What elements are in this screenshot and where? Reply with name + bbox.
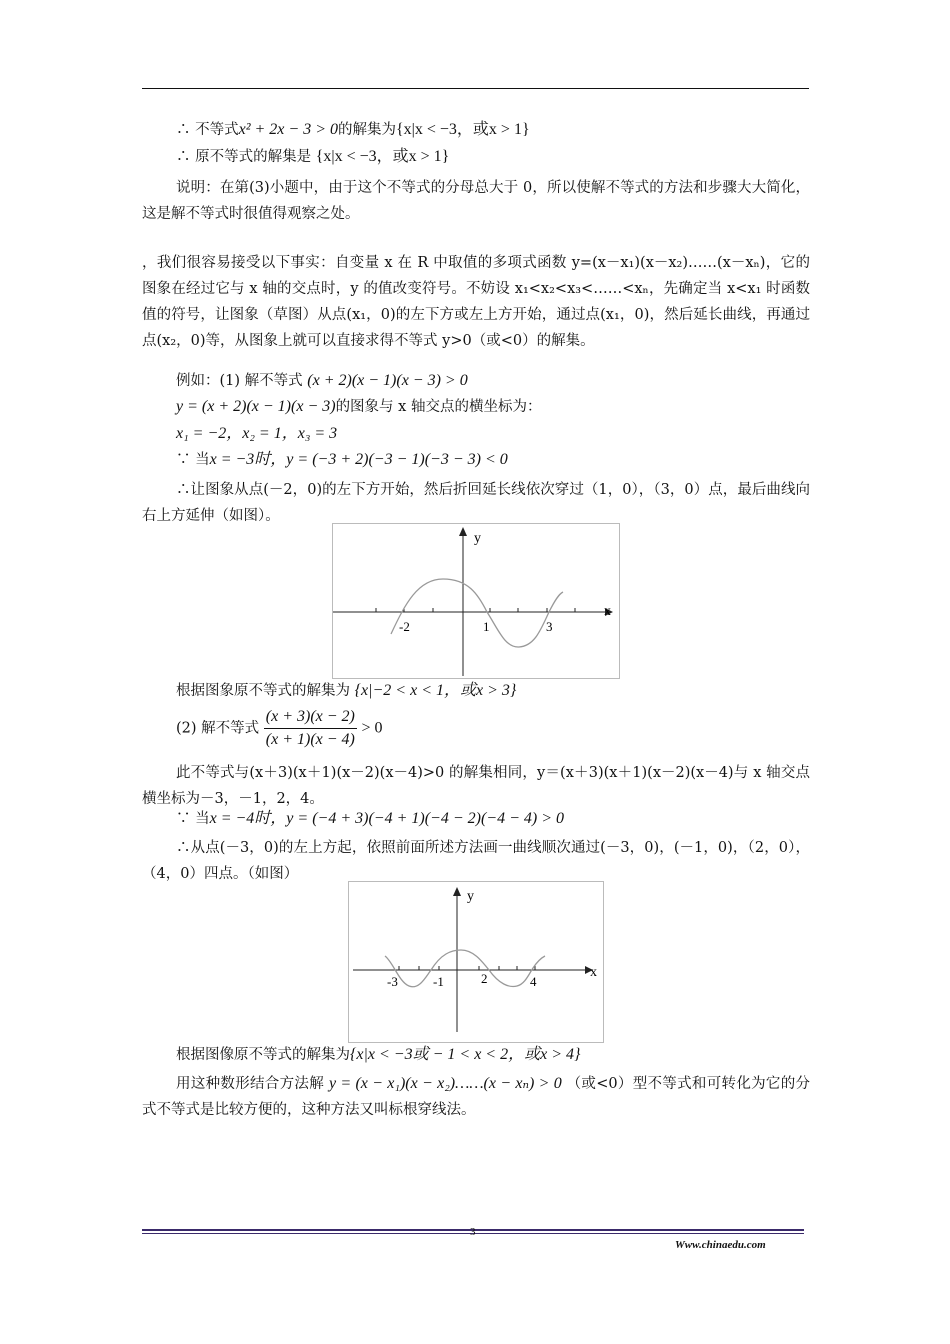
tick-label: -3 bbox=[387, 974, 398, 989]
conclusion-line-2: ∴ 原不等式的解集是 {x|x < −3，或x > 1} bbox=[176, 148, 450, 165]
tick-label: -2 bbox=[399, 619, 410, 634]
header-rule bbox=[142, 88, 809, 89]
closing-paragraph: 用这种数形结合方法解 y = (x − x₁)(x − x₂)……(x − xₙ) > 0 （或<0）型不等式和可转化为它的分式不等式是比较方便的，这种方法又叫标根穿线法。 bbox=[142, 1075, 811, 1118]
example-1-check: ∵ 当x = −3时，y = (−3 + 2)(−3 − 1)(−3 − 3) < 0 bbox=[176, 451, 508, 468]
y-axis-arrow-icon bbox=[453, 887, 461, 896]
x-axis-label: x bbox=[590, 965, 597, 980]
tick-label: 4 bbox=[530, 974, 537, 989]
graph-2-svg bbox=[349, 882, 603, 1042]
example-2-drawing-note: ∴从点(－3，0)的左上方起，依照前面所述方法画一曲线顺次通过(－3，0)，(－1，0)，（2，0），（4，0）四点。（如图） bbox=[142, 840, 810, 882]
y-axis-arrow-icon bbox=[459, 527, 467, 536]
y-axis-label: y bbox=[467, 889, 474, 904]
example-1-drawing-note: ∴让图象从点(－2，0)的左下方开始，然后折回延长线依次穿过（1，0），（3，0）点，最后曲线向右上方延伸（如图）。 bbox=[142, 482, 810, 524]
note-paragraph: 说明：在第(3)小题中，由于这个不等式的分母总大于 0，所以使解不等式的方法和步骤大大简化，这是解不等式时很值得观察之处。 bbox=[142, 180, 810, 222]
example-2-result: 根据图像原不等式的解集为{x|x < −3或 − 1 < x < 2，或x > 4} bbox=[176, 1046, 581, 1063]
example-2-fraction: $\frac{(x + 3)(x - 2)}{(x + 1)(x - 4)}$ bbox=[265, 708, 355, 748]
graph-1 bbox=[332, 523, 620, 679]
page-number: 3 bbox=[470, 1226, 476, 1238]
example-1-roots: x₁ = −2，x₂ = 1，x₃ = 3 bbox=[176, 425, 338, 442]
tick-label: 2 bbox=[481, 971, 488, 986]
tick-label: 3 bbox=[546, 619, 553, 634]
example-2-check: ∵ 当x = −4时，y = (−4 + 3)(−4 + 1)(−4 − 2)(−4 − 4) > 0 bbox=[176, 810, 565, 827]
tick-label: 1 bbox=[483, 619, 490, 634]
intro-paragraph: ，我们很容易接受以下事实：自变量 x 在 R 中取值的多项式函数 y=(x－x₁)(x－x₂)……(x－xₙ)，它的图象在经过它与 x 轴的交点时，y 的值改变符号。不妨设 x₁<x₂<x₃<……<xₙ，先确定当 x<x₁ 时函数值的符号，让图象（草图）从点(x₁，0)的左下方或左上方开始，通过点(x₁，0)，然后延长曲线，再通过点(x₂，0)等，从图象上就可以直接求得不等式 y>0（或<0）的解集。 bbox=[142, 255, 810, 349]
example-1-result: 根据图象原不等式的解集为 {x|−2 < x < 1，或x > 3} bbox=[176, 682, 517, 699]
site-watermark: Www.chinaedu.com bbox=[675, 1239, 766, 1251]
example-1-statement: 例如：(1) 解不等式 (x + 2)(x − 1)(x − 3) > 0 bbox=[176, 372, 468, 389]
tick-label: -1 bbox=[433, 974, 444, 989]
graph-1-curve bbox=[391, 579, 563, 647]
example-1-function: y = (x + 2)(x − 1)(x − 3)的图象与 x 轴交点的横坐标为： bbox=[176, 398, 542, 415]
x-axis-label: x bbox=[604, 604, 611, 619]
example-2-equivalence: 此不等式与(x＋3)(x＋1)(x－2)(x－4)>0 的解集相同，y＝(x＋3)(x＋1)(x－2)(x－4)与 x 轴交点横坐标为－3，－1，2，4。 bbox=[142, 765, 810, 807]
example-2-statement: (2) 解不等式 $\frac{(x + 3)(x - 2)}{(x + 1)(x - 4)}$ > 0 bbox=[176, 706, 383, 751]
graph-1-svg bbox=[333, 524, 619, 678]
y-axis-label: y bbox=[474, 531, 481, 546]
graph-2-curve bbox=[385, 950, 545, 987]
graph-2 bbox=[348, 881, 604, 1043]
conclusion-line-1: ∴ 不等式x² + 2x − 3 > 0的解集为{x|x < −3，或x > 1} bbox=[176, 121, 530, 138]
